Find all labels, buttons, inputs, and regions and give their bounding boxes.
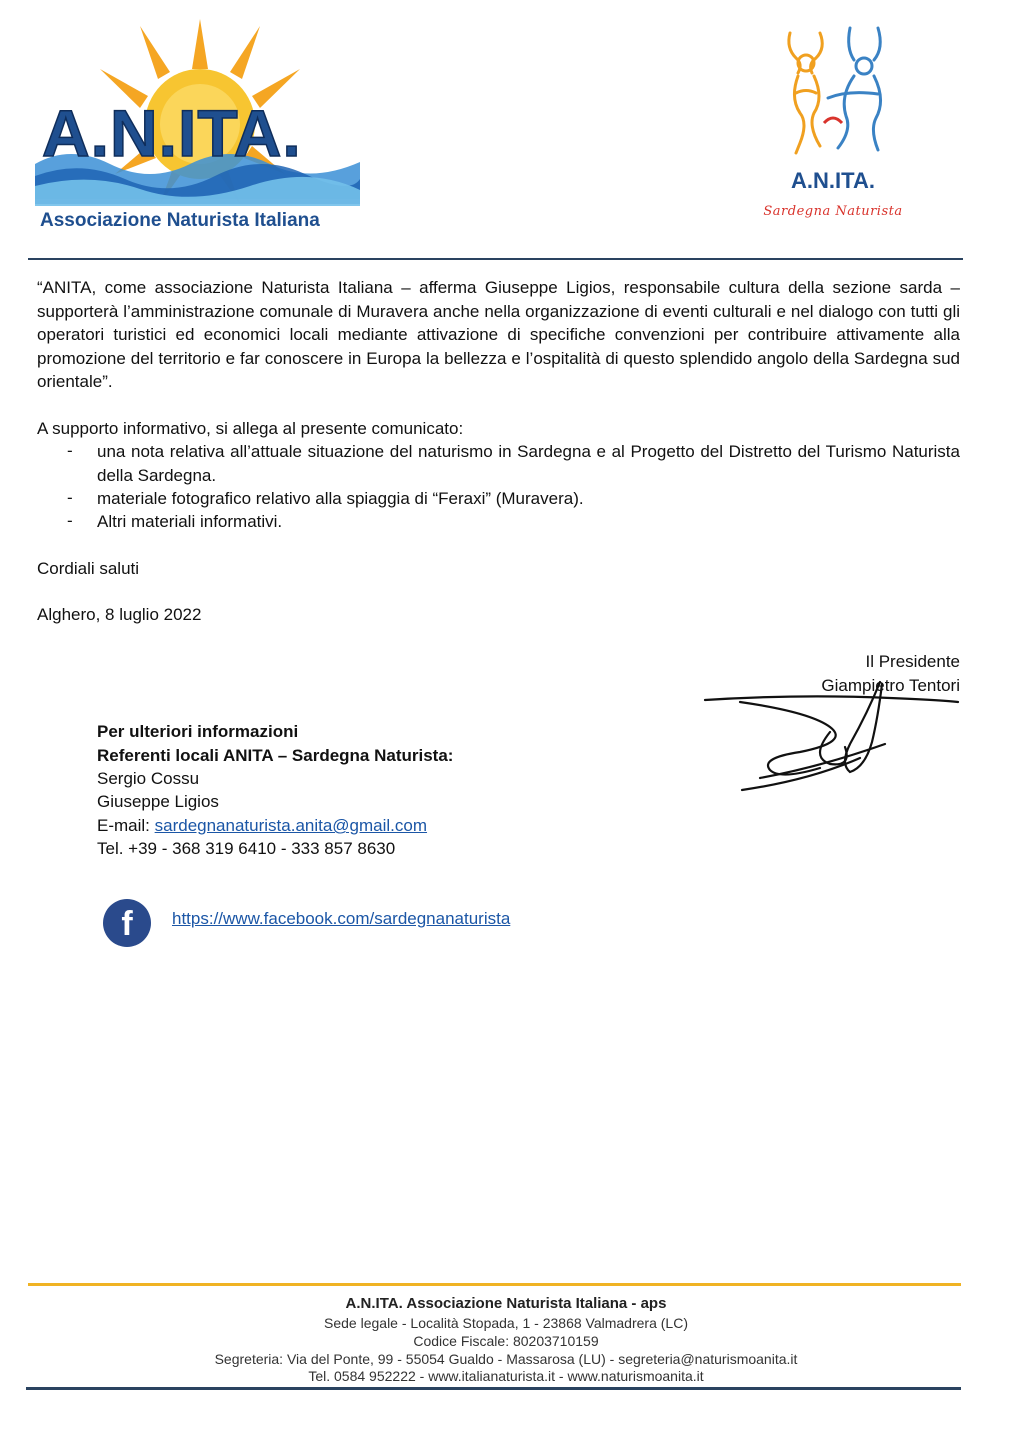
contact-person-2: Giuseppe Ligios bbox=[97, 792, 219, 811]
footer-address: Sede legale - Località Stopada, 1 - 23868 Valmadrera (LC) bbox=[324, 1315, 688, 1331]
contact-phone: Tel. +39 - 368 319 6410 - 333 857 8630 bbox=[97, 839, 396, 858]
dancing-figures-icon bbox=[728, 18, 938, 168]
attachments-intro: A supporto informativo, si allega al presente comunicato: bbox=[37, 419, 464, 438]
contact-person-1: Sergio Cossu bbox=[97, 769, 200, 788]
facebook-link[interactable]: https://www.facebook.com/sardegnanaturista bbox=[172, 909, 511, 928]
attachment-item-1: una nota relativa all’attuale situazione del naturismo in Sardegna e al Progetto del Distretto del Turismo Naturista della Sardegna. bbox=[97, 442, 960, 485]
footer-divider-top bbox=[28, 1283, 961, 1286]
footer-org: A.N.ITA. Associazione Naturista Italiana - aps bbox=[345, 1295, 667, 1312]
handwritten-signature bbox=[700, 672, 970, 797]
footer-contacts: Tel. 0584 952222 - www.italianaturista.it - www.naturismoanita.it bbox=[308, 1368, 704, 1384]
signature-role: Il Presidente bbox=[865, 652, 960, 671]
right-logo-title: A.N.ITA. bbox=[791, 168, 875, 193]
footer-tax-code: Codice Fiscale: 80203710159 bbox=[413, 1333, 599, 1349]
svg-text:A.N.ITA.: A.N.ITA. bbox=[42, 96, 302, 170]
quote-paragraph: “ANITA, come associazione Naturista Italiana – afferma Giuseppe Ligios, responsabile cultura della sezione sarda – supporterà l’amministrazione comunale di Muravera anche nella organizzazione di eventi culturali e nel dialogo con tutti gli operatori turistici ed economici locali mediante attivazione di specifiche convenzioni per contribuire attivamente alla promozione del territorio e far conoscere in Europa la bellezza e l’ospitalità di questo splendido angolo della Sardegna sud orientale”. bbox=[37, 278, 960, 391]
bullet-marker: - bbox=[67, 511, 73, 530]
email-link[interactable]: sardegnanaturista.anita@gmail.com bbox=[154, 816, 428, 835]
right-logo-subtitle: Sardegna Naturista bbox=[763, 204, 903, 219]
bullet-marker: - bbox=[67, 441, 73, 460]
anita-logo-left bbox=[30, 14, 370, 244]
facebook-icon[interactable]: f bbox=[103, 899, 151, 947]
header-divider bbox=[28, 258, 963, 260]
contacts-subheading: Referenti locali ANITA – Sardegna Naturista: bbox=[97, 746, 454, 765]
signature-name: Giampietro Tentori bbox=[821, 676, 960, 695]
footer-divider-bottom bbox=[26, 1387, 961, 1390]
attachment-item-3: Altri materiali informativi. bbox=[97, 512, 283, 531]
place-date: Alghero, 8 luglio 2022 bbox=[37, 605, 202, 624]
sardegna-naturista-logo bbox=[728, 18, 938, 233]
closing-greeting: Cordiali saluti bbox=[37, 559, 140, 578]
contacts-heading: Per ulteriori informazioni bbox=[97, 722, 299, 741]
attachment-item-2: materiale fotografico relativo alla spiaggia di “Feraxi” (Muravera). bbox=[97, 489, 584, 508]
bullet-marker: - bbox=[67, 488, 73, 507]
email-label: E-mail: bbox=[97, 816, 155, 835]
email-row bbox=[97, 814, 427, 837]
sun-logo-icon bbox=[30, 14, 370, 214]
footer-office: Segreteria: Via del Ponte, 99 - 55054 Gualdo - Massarosa (LU) - segreteria@naturismoanita.it bbox=[214, 1351, 798, 1367]
left-logo-subtitle: Associazione Naturista Italiana bbox=[40, 210, 320, 231]
